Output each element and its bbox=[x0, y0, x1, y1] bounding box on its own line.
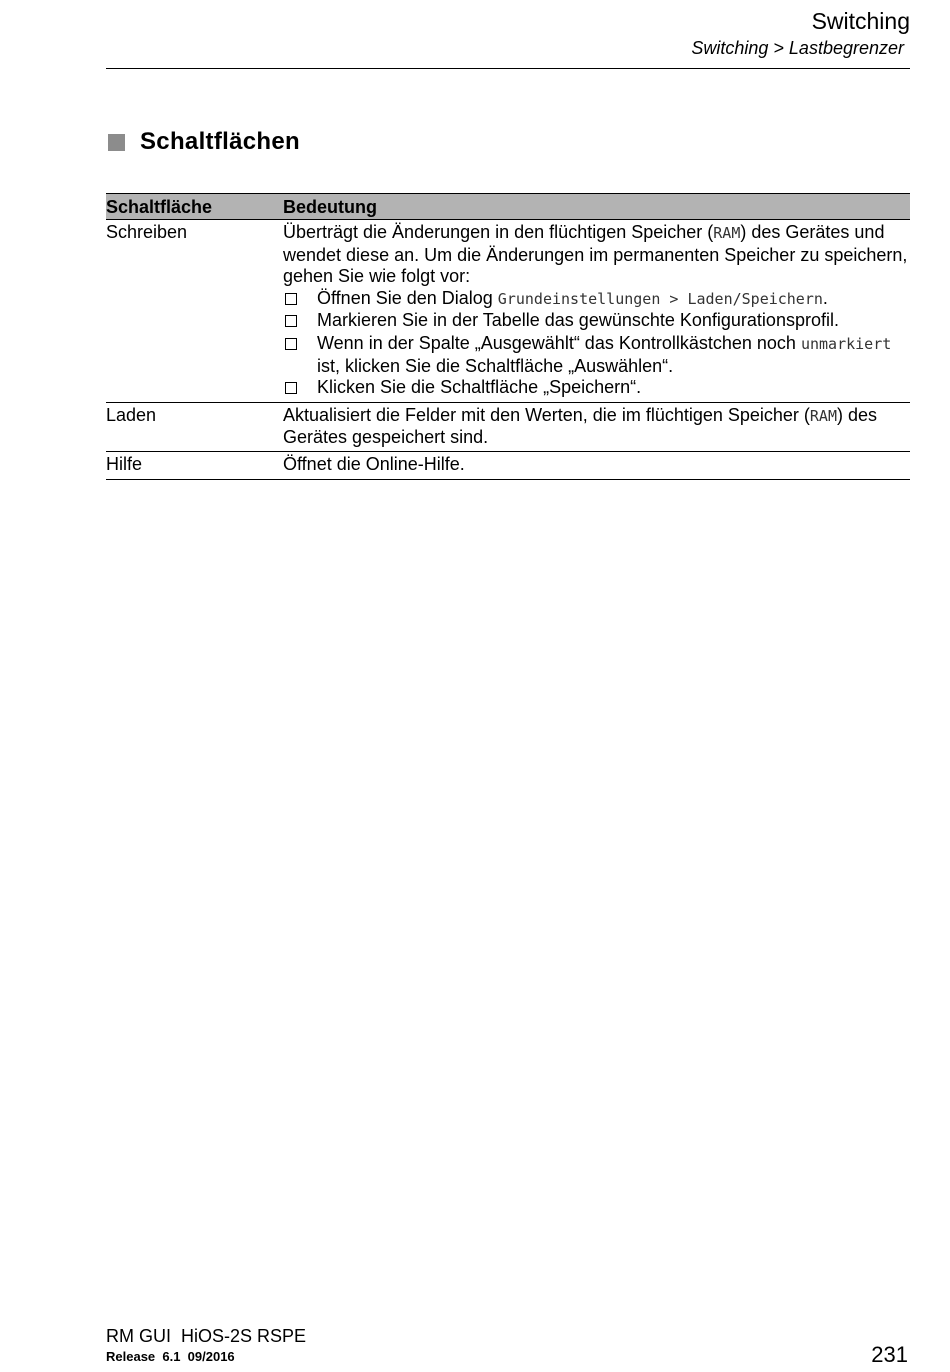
step-text: Öffnen Sie den Dialog bbox=[317, 287, 498, 308]
page-number: 231 bbox=[871, 1342, 908, 1367]
button-meaning-cell bbox=[283, 402, 910, 451]
code-term: Grundeinstellungen > Laden/Speichern bbox=[497, 289, 823, 308]
step-list bbox=[283, 288, 910, 400]
table-row bbox=[106, 451, 910, 479]
list-item bbox=[283, 310, 910, 333]
footer-title: RM GUI HiOS-2S RSPE bbox=[106, 1326, 307, 1346]
button-name-cell: Laden bbox=[106, 402, 283, 451]
description-text: ) des Gerätes und wendet diese an. Um die Änderungen im permanenten Speicher zu speichern, gehen Sie wie folgt vor: bbox=[283, 222, 908, 287]
header-rule bbox=[106, 68, 910, 69]
checkbox-bullet-icon bbox=[285, 293, 297, 305]
buttons-table bbox=[106, 193, 910, 480]
column-header-button: Schaltfläche bbox=[106, 194, 283, 220]
button-meaning-cell bbox=[283, 220, 910, 403]
step-text: ist, klicken Sie die Schaltfläche „Auswählen“. bbox=[317, 355, 674, 376]
section-heading bbox=[108, 128, 300, 156]
header-title: Switching bbox=[811, 8, 910, 34]
list-item bbox=[283, 288, 910, 311]
description-text: Aktualisiert die Felder mit den Werten, die im flüchtigen Speicher ( bbox=[283, 404, 810, 425]
list-item bbox=[283, 333, 910, 377]
table-row bbox=[106, 402, 910, 451]
button-name-cell: Schreiben bbox=[106, 220, 283, 403]
code-term: RAM bbox=[713, 224, 741, 242]
description-text: Überträgt die Änderungen in den flüchtigen Speicher ( bbox=[283, 222, 714, 242]
step-text: Markieren Sie in der Tabelle das gewünschte Konfigurationsprofil. bbox=[317, 310, 839, 331]
header-breadcrumb: Switching > Lastbegrenzer bbox=[691, 38, 904, 58]
column-header-meaning: Bedeutung bbox=[283, 194, 910, 220]
table-row bbox=[106, 220, 910, 403]
button-name-cell: Hilfe bbox=[106, 451, 283, 479]
checkbox-bullet-icon bbox=[285, 382, 297, 394]
section-square-icon bbox=[108, 134, 125, 151]
step-text: Wenn in der Spalte „Ausgewählt“ das Kontrollkästchen noch bbox=[317, 332, 801, 353]
footer-release: Release 6.1 09/2016 bbox=[106, 1349, 235, 1364]
section-title: Schaltflächen bbox=[140, 128, 300, 155]
description-text: ) des Gerätes gespeichert sind. bbox=[283, 404, 878, 448]
code-term: unmarkiert bbox=[800, 334, 892, 353]
checkbox-bullet-icon bbox=[285, 315, 297, 327]
description-text: Öffnet die Online-Hilfe. bbox=[283, 453, 465, 474]
step-text: . bbox=[822, 287, 828, 308]
checkbox-bullet-icon bbox=[285, 338, 297, 350]
button-meaning-cell bbox=[283, 451, 910, 479]
code-term: RAM bbox=[809, 406, 837, 425]
table-header-row bbox=[106, 194, 910, 220]
step-text: Klicken Sie die Schaltfläche „Speichern“. bbox=[317, 377, 642, 398]
list-item bbox=[283, 377, 910, 400]
